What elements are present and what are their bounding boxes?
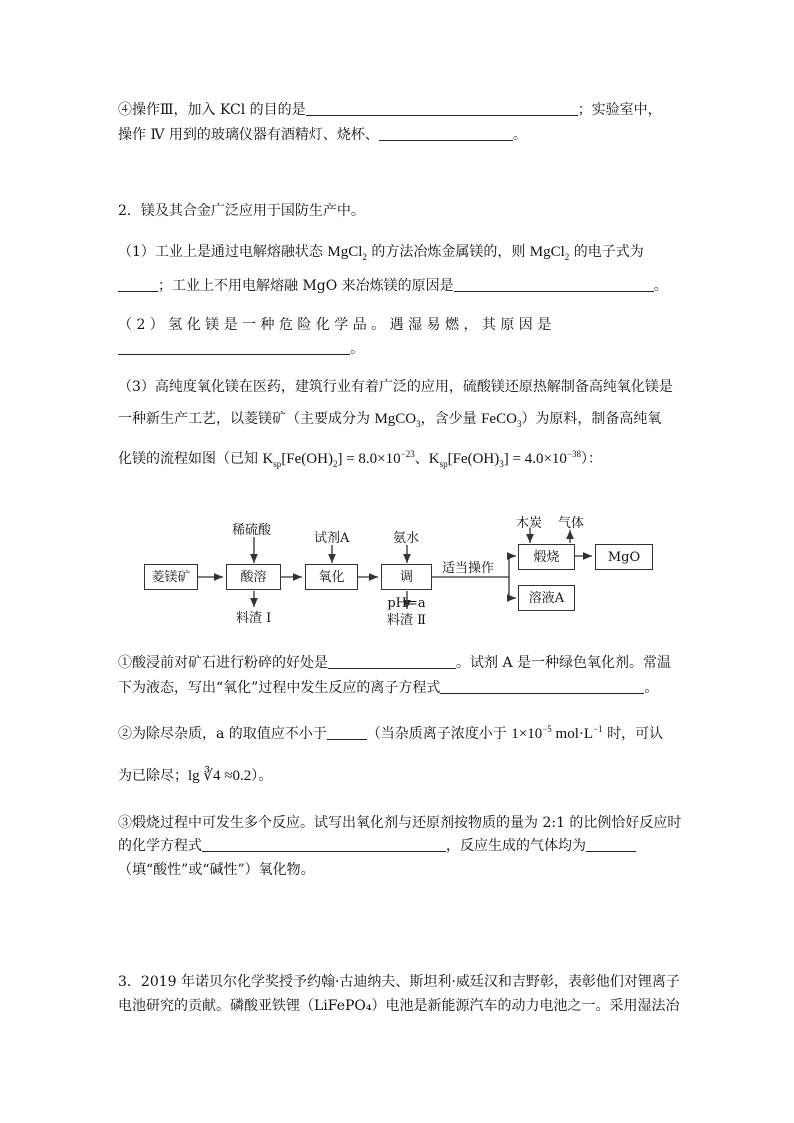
formula-mgcl2: MgCl$_2$ [529,244,570,262]
q2-sub1-line2 [118,678,658,698]
answer-blank[interactable] [440,679,644,694]
text: ；实验室中， [577,102,662,118]
text: 下为液态，写出“氧化”过程中发生反应的离子方程式 [118,680,441,696]
text: ②为除尽杂质，a 的取值应不小于 [118,726,327,742]
text: ①酸浸前对矿石进行粉碎的好处是 [118,655,328,671]
text: ）为原料，制备高纯氧 [521,411,662,427]
log-approximation: lg ∛4 ≈0.2 [188,768,252,784]
text: ）。 [251,768,273,784]
text: 为已除尽； [118,768,188,784]
text: 。试剂 A 是一种绿色氧化剂。常温 [456,655,672,671]
ksp-feoh2: $K_{sp}[Fe(OH)_2] = 8.0\times 10^{-23}$ [262,449,415,469]
text: 、 [414,451,429,467]
q3-line1: 3．2019 年诺贝尔化学奖授予约翰·古迪纳夫、斯坦利·威廷汉和吉野彰，表彰他们对锂离子 [118,974,680,990]
concentration-threshold: $1\times 10^{-5}$ $mol\cdot L^{-1}$ [511,724,603,742]
q2-sub3-line1: ③煅烧过程中可发生多个反应。试写出氧化剂与还原剂按物质的量为 2:1 的比例恰好反应时 [118,815,682,831]
flow-label-residue-2: 料渣 Ⅱ [387,613,426,628]
text: ，反应生成的气体均为 [446,838,586,854]
text: 。 [644,680,659,696]
text: 操作 Ⅳ 用到的玻璃仪器有酒精灯、烧杯、 [118,127,379,143]
flow-label-sulfuric-acid: 稀硫酸 [232,523,272,538]
text: （当杂质离子浓度小于 [366,726,512,742]
flow-label-gas: 气体 [558,516,585,531]
q2-sub3-line3: （填“酸性”或“碱性”）氧化物。 [118,862,315,878]
text: ④操作Ⅲ，加入 KCl 的目的是 [118,102,306,118]
text: 一种新生产工艺，以菱镁矿（主要成分为 [118,411,375,427]
answer-blank[interactable] [202,837,446,852]
text: ）： [580,451,602,467]
flow-node-solution-a: 溶液A [518,585,575,611]
flow-node-acid-dissolve: 酸溶 [226,564,281,590]
flow-node-calcine: 煅烧 [518,544,575,570]
flow-node-oxidize: 氧化 [305,564,358,590]
formula-mgco3: MgCO$_3$ [374,411,421,429]
text: 的化学方程式 [118,838,202,854]
text: 。 [512,127,527,143]
q3-line2: 电池研究的贡献。磷酸亚铁锂（LiFePO₄）电池是新能源汽车的动力电池之一。采用湿法冶 [118,998,680,1014]
text: 的方法冶炼金属镁的，则 [366,244,530,260]
q2-sub1-line1 [118,653,671,673]
q2-part3-line1: （3）高纯度氧化镁在医药，建筑行业有着广泛的应用，硫酸镁还原热解制备高纯氧化镁是 [118,379,673,395]
q2-sub3-line2 [118,836,636,856]
flow-node-raw: 菱镁矿 [144,564,198,590]
formula-mgcl2: MgCl$_2$ [327,244,367,262]
q2-title: 2．镁及其合金广泛应用于国防生产中。 [118,203,365,219]
flow-label-charcoal: 木炭 [516,516,543,531]
answer-blank[interactable] [586,837,636,852]
ksp-feoh3: $K_{sp}[Fe(OH)_3] = 4.0\times 10^{-38}$ [428,449,581,469]
flow-label-ammonia: 氨水 [393,531,420,546]
text: 时，可认 [602,726,664,742]
q2-sub2-line1 [118,724,663,744]
flow-label-residue-1: 料渣 Ⅰ [236,611,272,626]
text: ，含少量 [420,411,482,427]
q2-sub2-line2 [118,766,272,786]
flow-node-adjust-ph: 调pH=a [381,564,432,590]
formula-feco3: FeCO$_3$ [481,411,522,429]
text: 。 [350,341,364,357]
text: 化镁的流程如图（已知 [118,451,263,467]
text: （1）工业上是通过电解熔融状态 [118,244,328,260]
text: 的电子式为 [569,244,644,260]
text: 。 [653,278,668,294]
text: ；工业上不用电解熔融 MgO 来冶炼镁的原因是 [158,278,454,294]
q2-part2-line1: （ 2 ） 氢 化 镁 是 一 种 危 险 化 学 品 。 遇 湿 易 燃 ， 其 原 因 是 [118,317,552,333]
flow-node-mgo: MgO [595,544,653,570]
answer-blank[interactable] [328,654,456,669]
answer-blank[interactable] [327,725,367,740]
flow-label-reagent-a: 试剂A [314,531,350,546]
flow-label-operation: 适当操作 [442,561,495,576]
